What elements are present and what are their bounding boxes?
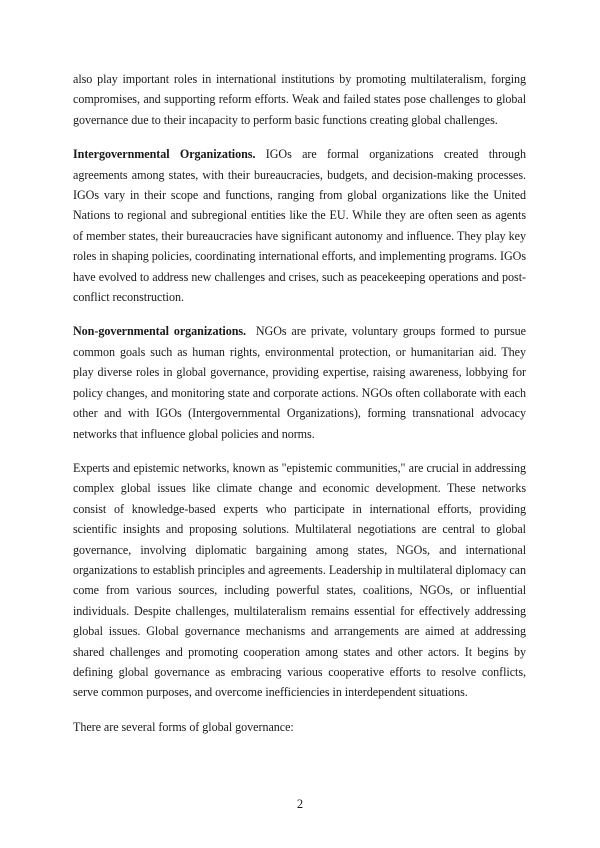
paragraph-states-roles: [73, 69, 526, 130]
paragraph-heading: Intergovernmental Organizations.: [73, 147, 256, 162]
paragraph-non-governmental-organizations: [73, 321, 526, 443]
paragraph-text: NGOs are private, voluntary groups formed to pursue common goals such as human rights, environmental protection, or humanitarian aid. They play diverse roles in global governance, providing expertise, raising awareness, lobbying for policy changes, and monitoring state and corporate actions. NGOs often collaborate with each other and with IGOs (Intergovernmental Organizations), forming transnational advocacy networks that influence global policies and norms.: [73, 324, 526, 441]
paragraph-epistemic-networks: [73, 458, 526, 703]
paragraph-text: IGOs are formal organizations created through agreements among states, with their bureaucracies, budgets, and decision-making processes. IGOs vary in their scope and functions, ranging from global organizations like the United Nations to regional and subregional entities like the EU. While they are often seen as agents of member states, their bureaucracies have significant autonomy and influence. They play key roles in shaping policies, coordinating international efforts, and implementing programs. IGOs have evolved to address new challenges and crises, such as peacekeeping operations and post-conflict reconstruction.: [73, 147, 527, 305]
paragraph-text: also play important roles in international institutions by promoting multilateralism, forging compromises, and supporting reform efforts. Weak and failed states pose challenges to global governance due to their incapacity to perform basic functions creating global challenges.: [73, 72, 526, 127]
page-body: [73, 69, 526, 751]
page-number: 2: [296, 797, 304, 811]
paragraph-heading: Non-governmental organizations.: [73, 324, 247, 339]
paragraph-text: There are several forms of global governance:: [73, 719, 294, 734]
paragraph-forms-intro: [73, 717, 526, 737]
paragraph-text: Experts and epistemic networks, known as "epistemic communities," are crucial in addressing complex global issues like climate change and economic development. These networks consist of knowledge-based experts who participate in international efforts, providing scientific insights and proposing solutions. Multilateral negotiations are central to global governance, involving diplomatic bargaining among states, NGOs, and international organizations to establish principles and agreements. Leadership in multilateral diplomacy can come from various sources, including powerful states, coalitions, NGOs, or influential individuals. Despite challenges, multilateralism remains essential for effectively addressing global issues. Global governance mechanisms and arrangements are aimed at addressing shared challenges and promoting cooperation among states and other actors. It begins by defining global governance as embracing various cooperative efforts to resolve conflicts, serve common purposes, and overcome inefficiencies in interdependent situations.: [73, 460, 526, 700]
paragraph-intergovernmental-organizations: [73, 144, 526, 307]
